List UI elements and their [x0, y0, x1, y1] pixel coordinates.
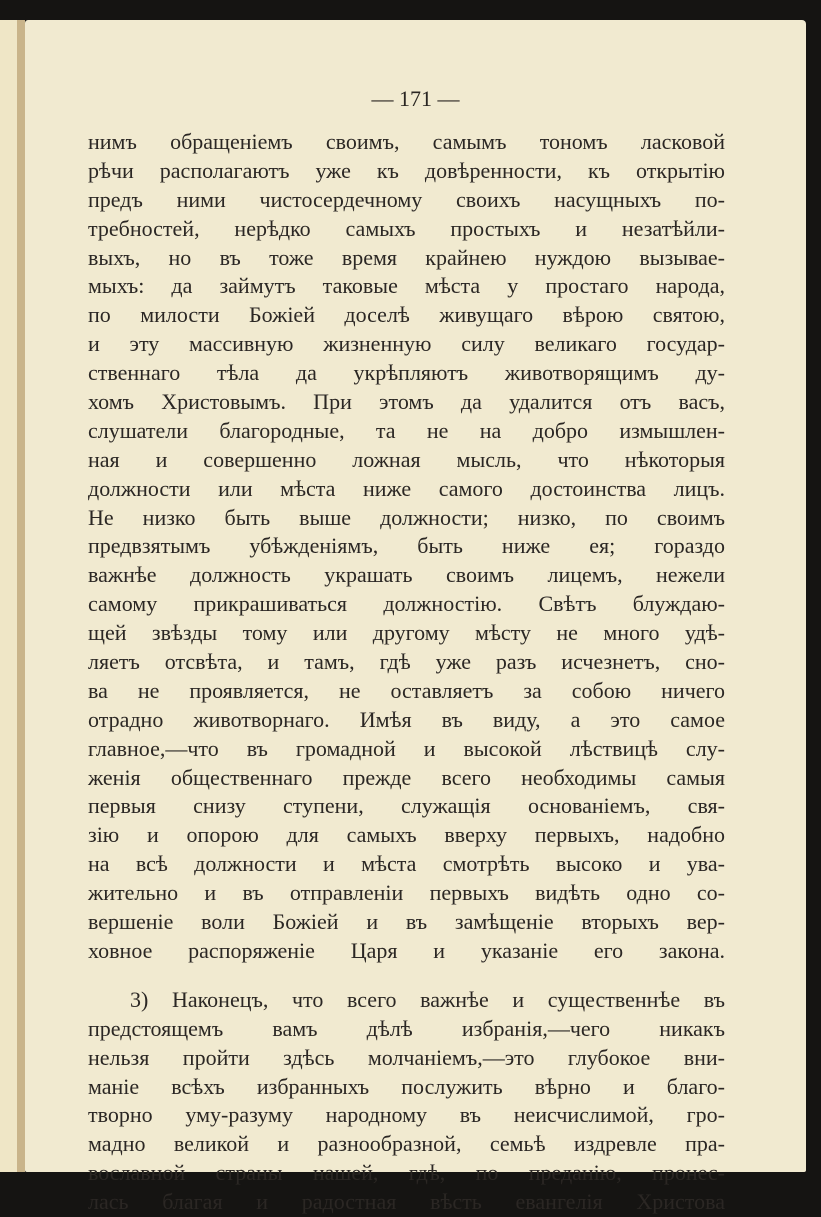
page-body: [88, 128, 725, 1217]
text-line: важнѣе должность украшать своимъ лицемъ, нежели: [88, 562, 725, 588]
text-line: хомъ Христовымъ. При этомъ да удалится отъ васъ,: [88, 389, 725, 415]
text-line: ная и совершенно ложная мысль, что нѣкоторыя: [88, 446, 725, 472]
facing-page-edge: [0, 20, 17, 1172]
text-line: творно уму-разуму народному въ неисчислимой, гро-: [88, 1102, 725, 1128]
paragraph: [88, 128, 725, 966]
text-line: рѣчи располагаютъ уже къ довѣренности, къ открытiю: [88, 157, 725, 183]
text-line: мыхъ: да займутъ таковые мѣста у простаго народа,: [88, 273, 725, 299]
text-line: женiя общественнаго прежде всего необходимы самыя: [88, 764, 725, 790]
text-line: зiю и опорою для самыхъ вверху первыхъ, надобно: [88, 822, 725, 848]
text-line: предвзятымъ убѣжденiямъ, быть ниже ея; гораздо: [88, 533, 725, 559]
text-line: на всѣ должности и мѣста смотрѣть высоко и ува-: [88, 851, 725, 877]
paragraph-gap: [88, 966, 725, 986]
text-line: предъ ними чистосердечному своихъ насущныхъ по-: [88, 186, 725, 212]
text-line: жительно и въ отправленiи первыхъ видѣть одно со-: [88, 880, 725, 906]
text-line: вершенiе воли Божiей и въ замѣщенiе вторыхъ вер-: [88, 909, 725, 935]
text-line: отрадно животворнаго. Имѣя въ виду, а это самое: [88, 706, 725, 732]
text-line: первыя снизу ступени, служащiя основанiемъ, свя-: [88, 793, 725, 819]
text-line: требностей, нерѣдко самыхъ простыхъ и незатѣйли-: [88, 215, 725, 241]
text-line: должности или мѣста ниже самого достоинства лицъ.: [88, 475, 725, 501]
text-line: главное,—что въ громадной и высокой лѣствицѣ слу-: [88, 735, 725, 761]
text-line: выхъ, но въ тоже время крайнею нуждою вызывае-: [88, 244, 725, 270]
text-line: ляетъ отсвѣта, и тамъ, гдѣ уже разъ исчезнетъ, сно-: [88, 649, 725, 675]
text-line: мадно великой и разнообразной, семьѣ издревле пра-: [88, 1131, 725, 1157]
text-line: Не низко быть выше должности; низко, по своимъ: [88, 504, 725, 530]
text-line: по милости Божiей доселѣ живущаго вѣрою святою,: [88, 302, 725, 328]
text-line: 3) Наконецъ, что всего важнѣе и существеннѣе въ: [130, 986, 725, 1012]
text-line: щей звѣзды тому или другому мѣсту не много удѣ-: [88, 620, 725, 646]
paragraph: [88, 986, 725, 1217]
text-line: нельзя пройти здѣсь молчанiемъ,—это глубокое вни-: [88, 1044, 725, 1070]
text-line: нимъ обращенiемъ своимъ, самымъ тономъ ласковой: [88, 129, 725, 154]
text-line: слушатели благородные, та не на добро измышлен-: [88, 417, 725, 443]
text-line: самому прикрашиваться должностiю. Свѣтъ блуждаю-: [88, 591, 725, 617]
text-line: лась благая и радостная вѣсть евангелiя Христова: [88, 1189, 725, 1215]
text-line: предстоящемъ вамъ дѣлѣ избранiя,—чего никакъ: [88, 1015, 725, 1041]
book-page: [25, 20, 806, 1215]
text-line: манiе всѣхъ избранныхъ послужить вѣрно и благо-: [88, 1073, 725, 1099]
book-gutter: [17, 20, 25, 1172]
page-number: — 171 —: [371, 86, 460, 111]
text-line: ва не проявляется, не оставляетъ за собою ничего: [88, 677, 725, 703]
text-line: ственнаго тѣла да укрѣпляютъ животворящимъ ду-: [88, 360, 725, 386]
text-line: вославной страны нашей, гдѣ, по преданiю, пронес-: [88, 1160, 725, 1186]
text-line: и эту массивную жизненную силу великаго государ-: [88, 331, 725, 357]
text-line: ховное распоряженiе Царя и указанiе его закона.: [88, 937, 725, 963]
